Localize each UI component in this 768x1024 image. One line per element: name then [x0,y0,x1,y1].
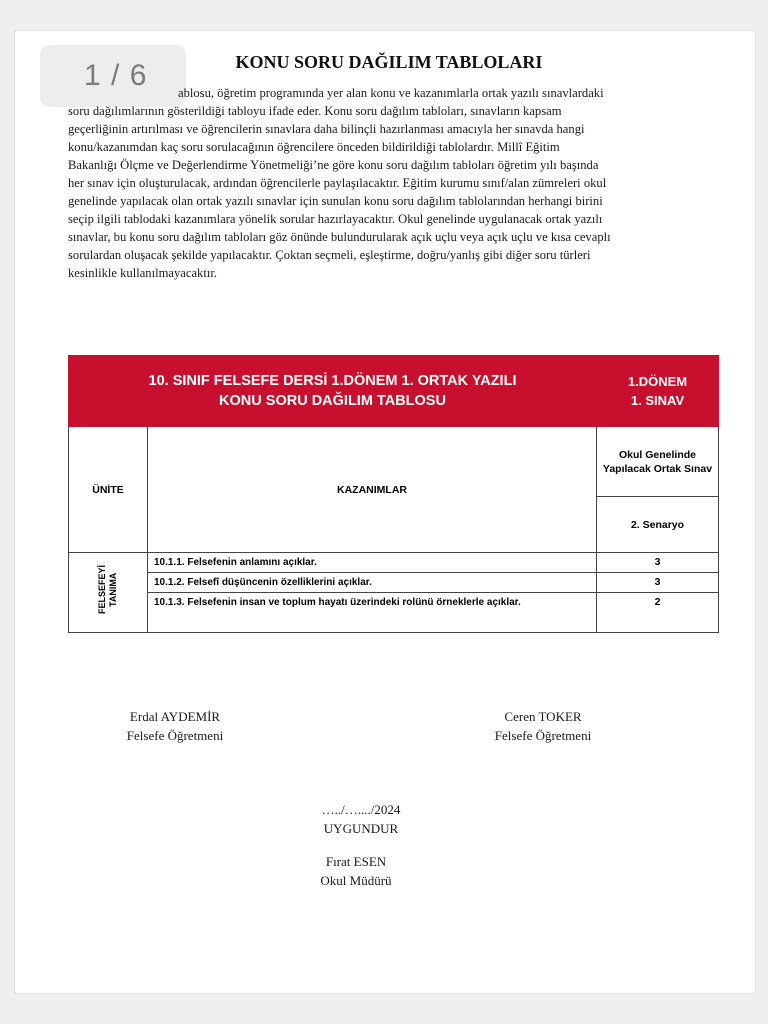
intro-line: kesinlikle kullanılmayacaktır. [68,266,217,280]
intro-paragraph [68,84,698,282]
question-count: 3 [597,553,719,573]
teacher-name: Erdal AYDEMİR [129,709,221,724]
distribution-table [68,355,719,633]
approval-date: …../…..../2024 [321,802,401,817]
kazanim-cell: 10.1.1. Felsefenin anlamını açıklar. [148,553,597,573]
intro-line: Bakanlığı Ölçme ve Değerlendirme Yönetmeliği’ne göre konu soru dağılım tabloları öğretim yılı başında [68,158,599,172]
teacher-title: Felsefe Öğretmeni [126,728,224,743]
intro-line: sorulardan oluşacak şekilde yapılacaktır. Çoktan seçmeli, eşleştirme, doğru/yanlış gibi diğer soru türleri [68,248,591,262]
intro-line: geçerliğinin artırılması ve öğrencilerin sınavlara daha bilinçli hazırlanması amacıyla her sınavda hangi [68,122,585,136]
kazanim-cell: 10.1.2. Felsefî düşüncenin özelliklerini açıklar. [148,573,597,593]
column-header-kazanimlar: KAZANIMLAR [148,427,597,553]
unit-label [97,565,119,614]
principal-title: Okul Müdürü [320,873,392,888]
column-header-unite: ÜNİTE [69,427,148,553]
column-header-exam: Okul Genelinde Yapılacak Ortak Sınav [597,427,719,497]
page-indicator: 1 / 6 [40,45,186,107]
intro-line: genelinde yapılacak olan ortak yazılı sınavlar için sunulan konu soru dağılım tablolarından herhangi birini [68,194,603,208]
intro-line: konu/kazanımdan kaç soru sorulacağının öğrencilere önceden bildirildiği tablolardır. Millî Eğitim [68,140,560,154]
table-title-line: 10. SINIF FELSEFE DERSİ 1.DÖNEM 1. ORTAK YAZILI [148,373,517,389]
table-row [69,593,719,633]
intro-line: sınavlar, bu konu soru dağılım tabloları göz önünde bulundurularak açık uçlu veya açık uçlu ve kısa cevaplı [68,230,611,244]
intro-line: ablosu, öğretim programında yer alan konu ve kazanımlarla ortak yazılı sınavlardaki [178,86,604,100]
approval-text: UYGUNDUR [323,821,399,836]
unit-cell [69,553,148,633]
table-row [69,553,719,573]
exam-term-line: 1.DÖNEM [627,374,688,389]
intro-line: seçip ilgili tablodaki kazanımlara yönelik sorular hazırlayacaktır. Okul genelinde uygulanacak ortak yazılı [68,212,603,226]
signature-right [468,707,618,745]
exam-term-line: 1. SINAV [630,393,685,408]
table-title-line: KONU SORU DAĞILIM TABLOSU [219,393,446,409]
teacher-name: Ceren TOKER [504,709,582,724]
approval-block [286,800,436,838]
table-title [69,356,597,427]
column-header-scenario: 2. Senaryo [597,497,719,553]
signature-left [100,707,250,745]
question-count: 3 [597,573,719,593]
exam-term-header [597,356,719,427]
unit-label-line: FELSEFEYİ [97,565,107,615]
intro-line: soru dağılımlarının gösterildiği tabloyu ifade eder. Konu soru dağılım tabloları, sınavların kapsam [68,104,562,118]
kazanim-cell: 10.1.3. Felsefenin insan ve toplum hayatı üzerindeki rolünü örneklerle açıklar. [148,593,597,633]
document-title: KONU SORU DAĞILIM TABLOLARI [235,52,543,72]
teacher-title: Felsefe Öğretmeni [494,728,592,743]
intro-line: her sınav için oluşturulacak, ardından öğrencilerle paylaşılacaktır. Eğitim kurumu sınıf/alan zümreleri okul [68,176,607,190]
signature-principal [281,852,431,890]
question-count: 2 [597,593,719,633]
table-row [69,573,719,593]
unit-label-line: TANIMA [108,572,118,608]
principal-name: Fırat ESEN [325,854,387,869]
